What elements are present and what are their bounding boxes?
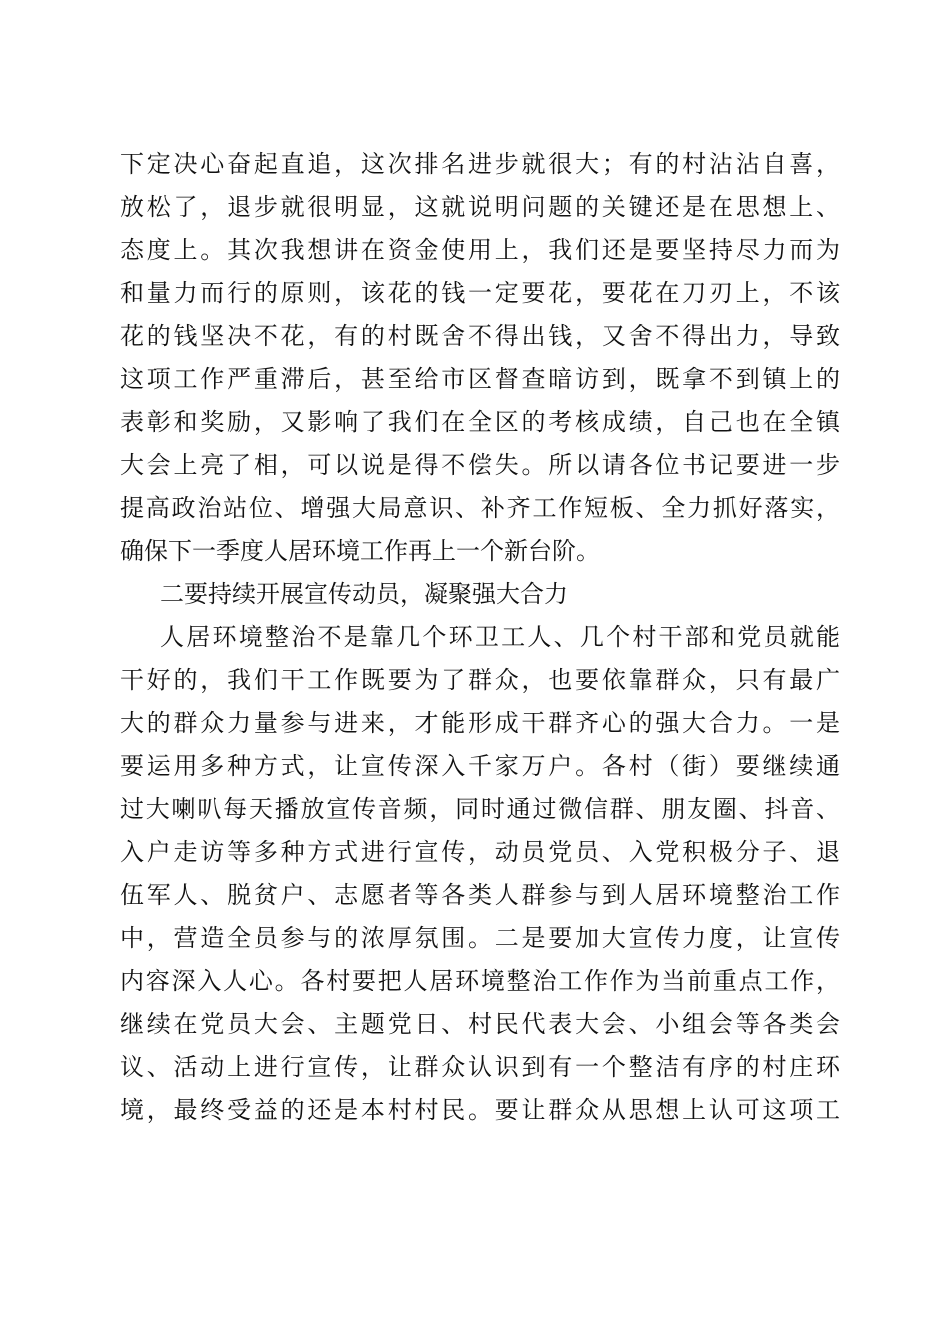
text-line: 伍军人、脱贫户、志愿者等各类人群参与到人居环境整治工作 xyxy=(120,881,840,909)
text-line: 大会上亮了相，可以说是得不偿失。所以请各位书记要进一步 xyxy=(120,451,840,479)
text-line: 花的钱坚决不花，有的村既舍不得出钱，又舍不得出力，导致 xyxy=(120,322,840,350)
text-line: 内容深入人心。各村要把人居环境整治工作作为当前重点工作， xyxy=(120,967,840,995)
document-body xyxy=(120,143,840,1132)
text-line: 放松了，退步就很明显，这就说明问题的关键还是在思想上、 xyxy=(120,193,840,221)
text-line: 和量力而行的原则，该花的钱一定要花，要花在刀刃上，不该 xyxy=(120,279,840,307)
text-line: 这项工作严重滞后，甚至给市区督查暗访到，既拿不到镇上的 xyxy=(120,365,840,393)
text-line: 议、活动上进行宣传，让群众认识到有一个整洁有序的村庄环 xyxy=(120,1053,840,1081)
text-line: 表彰和奖励，又影响了我们在全区的考核成绩，自己也在全镇 xyxy=(120,408,840,436)
section-heading: 二要持续开展宣传动员，凝聚强大合力 xyxy=(160,580,568,608)
text-line: 提高政治站位、增强大局意识、补齐工作短板、全力抓好落实， xyxy=(120,494,840,522)
text-line: 入户走访等多种方式进行宣传，动员党员、入党积极分子、退 xyxy=(120,838,840,866)
text-line: 要运用多种方式，让宣传深入千家万户。各村（街）要继续通 xyxy=(120,752,840,780)
text-line: 境，最终受益的还是本村村民。要让群众从思想上认可这项工 xyxy=(120,1096,840,1124)
text-line: 人居环境整治不是靠几个环卫工人、几个村干部和党员就能 xyxy=(160,623,840,651)
text-line: 下定决心奋起直追，这次排名进步就很大；有的村沾沾自喜， xyxy=(120,150,840,178)
text-line: 干好的，我们干工作既要为了群众，也要依靠群众，只有最广 xyxy=(120,666,840,694)
text-line: 态度上。其次我想讲在资金使用上，我们还是要坚持尽力而为 xyxy=(120,236,840,264)
text-line: 过大喇叭每天播放宣传音频，同时通过微信群、朋友圈、抖音、 xyxy=(120,795,840,823)
text-line: 中，营造全员参与的浓厚氛围。二是要加大宣传力度，让宣传 xyxy=(120,924,840,952)
text-line: 大的群众力量参与进来，才能形成干群齐心的强大合力。一是 xyxy=(120,709,840,737)
text-line: 确保下一季度人居环境工作再上一个新台阶。 xyxy=(120,537,600,565)
text-line: 继续在党员大会、主题党日、村民代表大会、小组会等各类会 xyxy=(120,1010,840,1038)
